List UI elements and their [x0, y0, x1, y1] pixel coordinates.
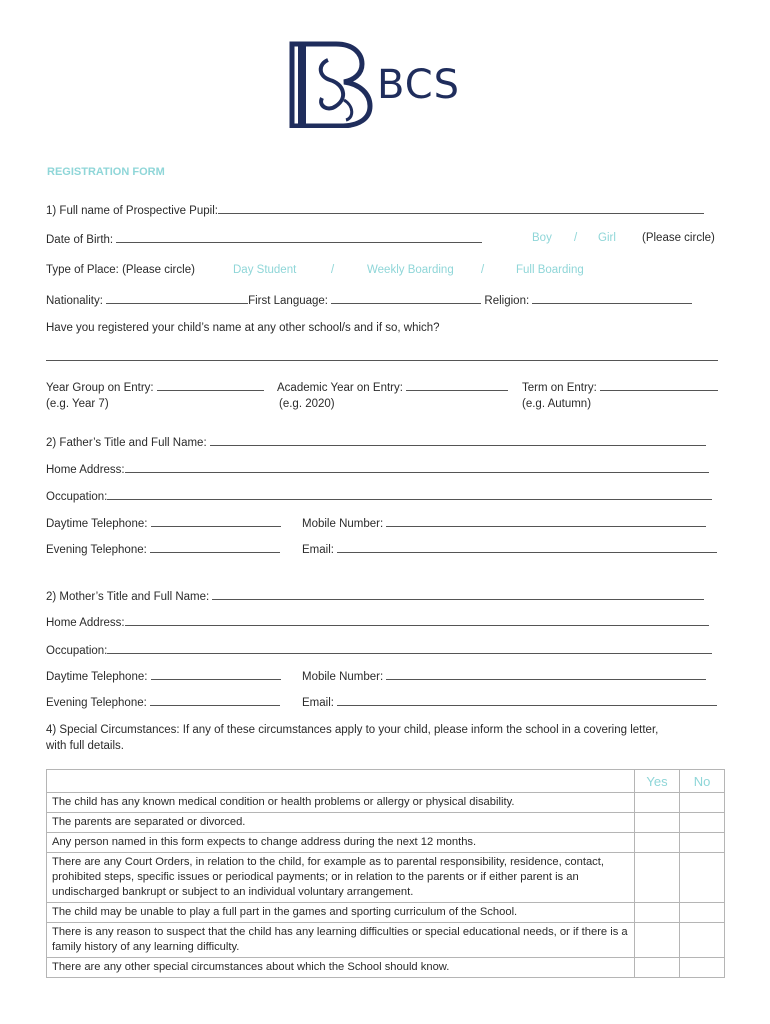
term-row [522, 380, 718, 394]
mother-evening-tel-field[interactable] [150, 695, 280, 706]
table-row [47, 853, 725, 903]
yes-checkbox[interactable] [635, 958, 680, 978]
yes-checkbox[interactable] [635, 853, 680, 903]
mother-daytime-tel-field[interactable] [151, 669, 281, 680]
table-row [47, 813, 725, 833]
father-daytime-tel-field[interactable] [151, 516, 281, 527]
mother-evening-tel-label: Evening Telephone: [46, 697, 147, 709]
option-full-boarding[interactable]: Full Boarding [516, 264, 584, 276]
special-intro-line1: 4) Special Circumstances: If any of these circumstances apply to your child, please inform the school in a covering letter, [46, 724, 659, 736]
mother-email-row [302, 695, 717, 709]
mother-mobile-field[interactable] [386, 669, 706, 680]
father-name-field[interactable] [210, 435, 706, 446]
yes-column-header: Yes [635, 770, 680, 793]
no-checkbox[interactable] [680, 923, 725, 958]
mother-address-field[interactable] [125, 615, 709, 626]
father-address-label: Home Address: [46, 464, 125, 476]
special-circumstances-table [46, 769, 725, 978]
father-mobile-field[interactable] [386, 516, 706, 527]
mother-mobile-label: Mobile Number: [302, 671, 384, 683]
academic-year-field[interactable] [406, 380, 508, 391]
academic-year-label: Academic Year on Entry: [277, 382, 403, 394]
table-header-blank [47, 770, 635, 793]
circumstance-text: There are any Court Orders, in relation to the child, for example as to parental responsibility, residence, contact, prohibited steps, specific issues or periodical payments; or in relation to the parents or if either parent is an undischarged bankrupt or subject to an individual voluntary arrangement. [47, 853, 635, 903]
father-address-row [46, 462, 709, 476]
mother-occupation-label: Occupation: [46, 645, 108, 657]
table-header-row [47, 770, 725, 793]
circumstance-text: The parents are separated or divorced. [47, 813, 635, 833]
table-row [47, 793, 725, 813]
other-school-row [46, 350, 718, 364]
circumstance-text: The child has any known medical condition or health problems or allergy or physical disability. [47, 793, 635, 813]
term-label: Term on Entry: [522, 382, 597, 394]
circumstance-text: The child may be unable to play a full part in the games and sporting curriculum of the School. [47, 903, 635, 923]
religion-label: Religion: [484, 295, 530, 307]
father-name-row [46, 435, 706, 449]
mother-occupation-field[interactable] [107, 643, 712, 654]
table-row [47, 903, 725, 923]
circumstance-text: There are any other special circumstances about which the School should know. [47, 958, 635, 978]
first-language-field[interactable] [331, 293, 481, 304]
yes-checkbox[interactable] [635, 903, 680, 923]
mother-email-label: Email: [302, 697, 334, 709]
father-occupation-label: Occupation: [46, 491, 108, 503]
table-row [47, 923, 725, 958]
slash-separator: / [481, 264, 485, 276]
mother-address-row [46, 615, 709, 629]
full-name-field[interactable] [218, 203, 704, 214]
no-checkbox[interactable] [680, 853, 725, 903]
mother-mobile-row [302, 669, 706, 683]
father-evening-tel-label: Evening Telephone: [46, 544, 147, 556]
full-name-row [46, 203, 704, 217]
father-name-label: 2) Father’s Title and Full Name: [46, 437, 207, 449]
yes-checkbox[interactable] [635, 833, 680, 853]
slash-separator: / [574, 232, 578, 244]
mother-occupation-row [46, 643, 712, 657]
no-checkbox[interactable] [680, 958, 725, 978]
option-boy[interactable]: Boy [532, 232, 552, 244]
father-occupation-field[interactable] [107, 489, 712, 500]
year-group-label: Year Group on Entry: [46, 382, 154, 394]
dob-field[interactable] [116, 232, 482, 243]
mother-email-field[interactable] [337, 695, 717, 706]
term-example: (e.g. Autumn) [522, 398, 592, 410]
mother-address-label: Home Address: [46, 617, 125, 629]
father-daytime-tel-label: Daytime Telephone: [46, 518, 148, 530]
religion-field[interactable] [532, 293, 692, 304]
no-column-header: No [680, 770, 725, 793]
special-intro-line2: with full details. [46, 740, 124, 752]
no-checkbox[interactable] [680, 813, 725, 833]
circumstance-text: There is any reason to suspect that the child has any learning difficulties or special educational needs, or if there is a family history of any learning difficulty. [47, 923, 635, 958]
father-email-label: Email: [302, 544, 334, 556]
mother-evening-tel-row [46, 695, 280, 709]
no-checkbox[interactable] [680, 833, 725, 853]
father-mobile-label: Mobile Number: [302, 518, 384, 530]
bcs-monogram-icon [288, 40, 378, 128]
first-language-label: First Language: [248, 295, 329, 307]
father-evening-tel-row [46, 542, 280, 556]
full-name-label: 1) Full name of Prospective Pupil: [46, 205, 218, 217]
table-row [47, 833, 725, 853]
type-of-place-label: Type of Place: (Please circle) [46, 264, 195, 276]
please-circle-note: (Please circle) [642, 232, 715, 244]
other-school-question: Have you registered your child’s name at any other school/s and if so, which? [46, 322, 440, 334]
father-email-row [302, 542, 717, 556]
option-girl[interactable]: Girl [598, 232, 616, 244]
mother-daytime-tel-row [46, 669, 281, 683]
mother-daytime-tel-label: Daytime Telephone: [46, 671, 148, 683]
father-daytime-tel-row [46, 516, 281, 530]
nationality-field[interactable] [106, 293, 248, 304]
father-occupation-row [46, 489, 712, 503]
mother-name-label: 2) Mother’s Title and Full Name: [46, 591, 210, 603]
circumstance-text: Any person named in this form expects to change address during the next 12 months. [47, 833, 635, 853]
slash-separator: / [331, 264, 335, 276]
option-weekly-boarding[interactable]: Weekly Boarding [367, 264, 454, 276]
mother-name-field[interactable] [212, 589, 704, 600]
year-group-row [46, 380, 264, 394]
yes-checkbox[interactable] [635, 793, 680, 813]
academic-year-example: (e.g. 2020) [279, 398, 335, 410]
nationality-label: Nationality: [46, 295, 103, 307]
father-email-field[interactable] [337, 542, 717, 553]
academic-year-row [277, 380, 508, 394]
father-evening-tel-field[interactable] [150, 542, 280, 553]
table-row [47, 958, 725, 978]
form-title: REGISTRATION FORM [47, 166, 165, 178]
year-group-field[interactable] [157, 380, 264, 391]
dob-row [46, 232, 482, 246]
nationality-row [46, 293, 692, 307]
father-mobile-row [302, 516, 706, 530]
option-day-student[interactable]: Day Student [233, 264, 297, 276]
yes-checkbox[interactable] [635, 813, 680, 833]
no-checkbox[interactable] [680, 903, 725, 923]
term-field[interactable] [600, 380, 718, 391]
other-school-field[interactable] [46, 350, 718, 361]
father-address-field[interactable] [125, 462, 709, 473]
no-checkbox[interactable] [680, 793, 725, 813]
mother-name-row [46, 589, 704, 603]
logo-text: BCS [377, 62, 461, 108]
yes-checkbox[interactable] [635, 923, 680, 958]
dob-label: Date of Birth: [46, 234, 114, 246]
year-group-example: (e.g. Year 7) [46, 398, 109, 410]
